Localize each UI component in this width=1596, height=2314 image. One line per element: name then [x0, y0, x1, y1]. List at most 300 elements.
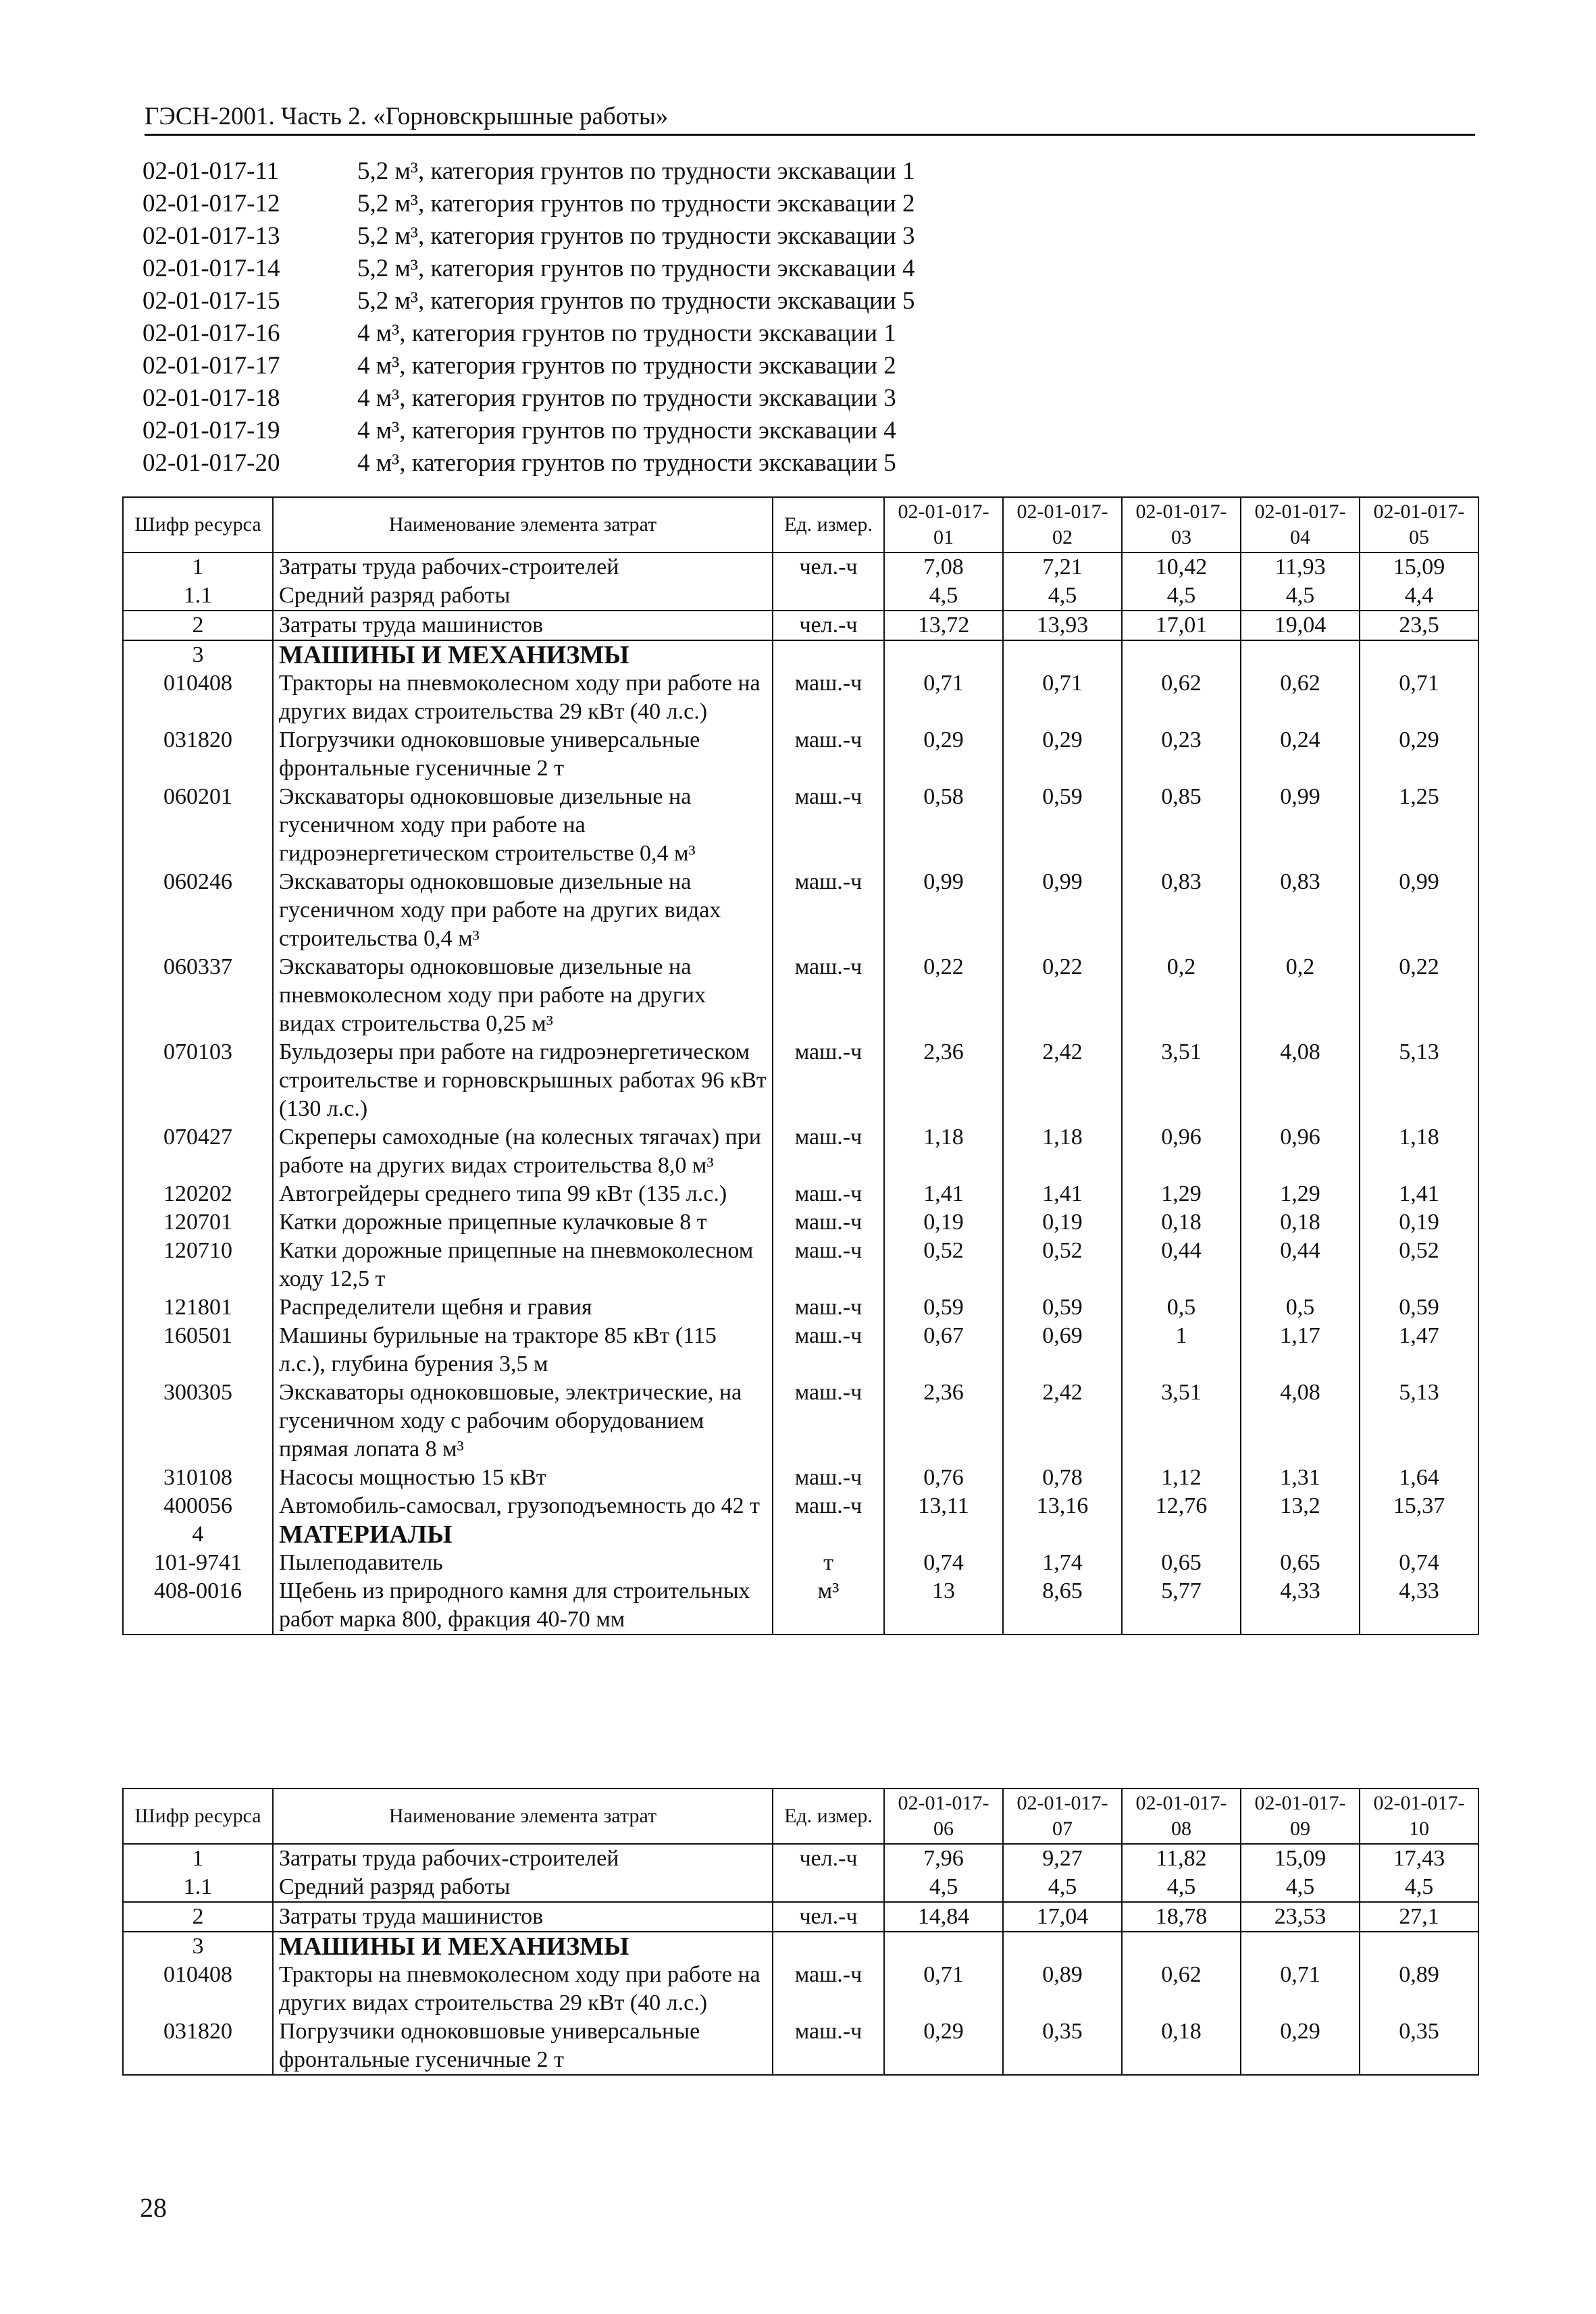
table-row: [123, 1549, 1478, 1577]
norm-value-cell: [1003, 640, 1122, 669]
page-header: [145, 100, 1475, 136]
norm-value-cell: 12,76: [1122, 1492, 1241, 1520]
unit-cell: чел.-ч: [773, 611, 884, 640]
norm-value-cell: 0,52: [884, 1237, 1003, 1293]
unit-cell: маш.-ч: [773, 1464, 884, 1492]
unit-cell: чел.-ч: [773, 1844, 884, 1873]
resource-code-cell: 1.1: [123, 582, 273, 611]
resource-code-cell: 1: [123, 1844, 273, 1873]
norm-value-cell: 0,96: [1122, 1123, 1241, 1180]
table-row: [123, 1873, 1478, 1902]
cost-element-cell: Экскаваторы одноковшовые дизельные на гусеничном ходу при работе на гидроэнергетическом строительстве 0,4 м³: [273, 783, 773, 868]
header-norm-column: 02-01-017-04: [1241, 497, 1360, 552]
norm-value-cell: [1122, 640, 1241, 669]
norm-value-cell: 3,51: [1122, 1379, 1241, 1464]
resource-code-cell: 400056: [123, 1492, 273, 1520]
cost-element-cell: Бульдозеры при работе на гидроэнергетическом строительстве и горновскрышных работах 96 кВт (130 л.с.): [273, 1038, 773, 1123]
table-row: [123, 669, 1478, 726]
resource-code-cell: 120202: [123, 1180, 273, 1208]
norm-code-description: 4 м³, категория грунтов по трудности экскавации 1: [357, 319, 896, 347]
table-row: [123, 1464, 1478, 1492]
norm-value-cell: 4,5: [884, 1873, 1003, 1902]
resource-code-cell: 1.1: [123, 1873, 273, 1902]
table-row: [123, 1208, 1478, 1237]
cost-element-cell: Средний разряд работы: [273, 582, 773, 611]
table-row: [123, 783, 1478, 868]
header-norm-column: 02-01-017-08: [1122, 1789, 1241, 1844]
norm-value-cell: [884, 640, 1003, 669]
norm-value-cell: [884, 1520, 1003, 1549]
norm-value-cell: 0,29: [1360, 726, 1478, 783]
norm-value-cell: 13,72: [884, 611, 1003, 640]
norm-value-cell: 23,5: [1360, 611, 1478, 640]
unit-cell: маш.-ч: [773, 1123, 884, 1180]
norm-value-cell: 1,41: [884, 1180, 1003, 1208]
header-norm-column: 02-01-017-10: [1360, 1789, 1478, 1844]
norm-value-cell: 5,77: [1122, 1577, 1241, 1635]
norm-value-cell: 4,5: [1003, 582, 1122, 611]
resource-table-1: [122, 496, 1479, 1635]
resource-code-cell: 3: [123, 1932, 273, 1961]
norm-value-cell: 0,71: [884, 1961, 1003, 2017]
norm-value-cell: 11,82: [1122, 1844, 1241, 1873]
norm-value-cell: 0,85: [1122, 783, 1241, 868]
norm-value-cell: 0,99: [884, 868, 1003, 953]
norm-value-cell: 4,5: [1003, 1873, 1122, 1902]
norm-value-cell: 0,29: [884, 2017, 1003, 2075]
header-norm-column: 02-01-017-03: [1122, 497, 1241, 552]
norm-value-cell: 0,99: [1241, 783, 1360, 868]
norm-value-cell: 1,25: [1360, 783, 1478, 868]
resource-code-cell: 010408: [123, 669, 273, 726]
table-row: [123, 726, 1478, 783]
norm-value-cell: 0,89: [1360, 1961, 1478, 2017]
norm-value-cell: 1,18: [1360, 1123, 1478, 1180]
norm-value-cell: 0,71: [884, 669, 1003, 726]
resource-code-cell: 310108: [123, 1464, 273, 1492]
cost-element-cell: Погрузчики одноковшовые универсальные фронтальные гусеничные 2 т: [273, 2017, 773, 2075]
norm-value-cell: 2,36: [884, 1038, 1003, 1123]
table-row: [123, 640, 1478, 669]
norm-value-cell: 4,33: [1241, 1577, 1360, 1635]
norm-value-cell: 1,47: [1360, 1322, 1478, 1379]
norm-value-cell: 2,42: [1003, 1038, 1122, 1123]
norm-value-cell: 4,08: [1241, 1379, 1360, 1464]
cost-element-cell: Экскаваторы одноковшовые дизельные на гусеничном ходу при работе на других видах строительства 0,4 м³: [273, 868, 773, 953]
header-unit: Ед. измер.: [773, 1789, 884, 1844]
norm-code-item: [143, 285, 1466, 317]
norm-value-cell: 0,22: [1360, 953, 1478, 1038]
cost-element-cell: Затраты труда рабочих-строителей: [273, 552, 773, 582]
norm-value-cell: 0,22: [1003, 953, 1122, 1038]
norm-value-cell: 0,35: [1003, 2017, 1122, 2075]
cost-element-cell: Затраты труда машинистов: [273, 1902, 773, 1932]
norm-value-cell: 4,08: [1241, 1038, 1360, 1123]
cost-element-cell: Погрузчики одноковшовые универсальные фронтальные гусеничные 2 т: [273, 726, 773, 783]
unit-cell: маш.-ч: [773, 1322, 884, 1379]
norm-value-cell: 4,5: [884, 582, 1003, 611]
header-norm-column: 02-01-017-07: [1003, 1789, 1122, 1844]
norm-value-cell: 15,09: [1360, 552, 1478, 582]
cost-element-cell: Автомобиль-самосвал, грузоподъемность до 42 т: [273, 1492, 773, 1520]
header-norm-column: 02-01-017-05: [1360, 497, 1478, 552]
cost-element-cell: Затраты труда машинистов: [273, 611, 773, 640]
header-norm-column: 02-01-017-01: [884, 497, 1003, 552]
page-title: ГЭСН-2001. Часть 2. «Горновскрышные работы»: [145, 103, 669, 130]
cost-element-cell: МАТЕРИАЛЫ: [273, 1520, 773, 1549]
norm-value-cell: 5,13: [1360, 1379, 1478, 1464]
norm-codes-list: [143, 155, 1466, 480]
norm-value-cell: 1,17: [1241, 1322, 1360, 1379]
resource-code-cell: 120701: [123, 1208, 273, 1237]
unit-cell: маш.-ч: [773, 726, 884, 783]
norm-code-item: [143, 253, 1466, 285]
norm-value-cell: [1241, 1520, 1360, 1549]
norm-value-cell: 0,65: [1241, 1549, 1360, 1577]
norm-code-item: [143, 382, 1466, 415]
norm-value-cell: 1,18: [1003, 1123, 1122, 1180]
unit-cell: маш.-ч: [773, 783, 884, 868]
norm-value-cell: 0,69: [1003, 1322, 1122, 1379]
norm-value-cell: 15,37: [1360, 1492, 1478, 1520]
norm-value-cell: 0,74: [884, 1549, 1003, 1577]
cost-element-cell: Экскаваторы одноковшовые, электрические, на гусеничном ходу с рабочим оборудованием прямая лопата 8 м³: [273, 1379, 773, 1464]
norm-value-cell: 0,18: [1241, 1208, 1360, 1237]
norm-value-cell: [1360, 640, 1478, 669]
norm-value-cell: 17,01: [1122, 611, 1241, 640]
norm-value-cell: 0,52: [1003, 1237, 1122, 1293]
cost-element-cell: Тракторы на пневмоколесном ходу при работе на других видах строительства 29 кВт (40 л.с.): [273, 669, 773, 726]
norm-value-cell: 23,53: [1241, 1902, 1360, 1932]
norm-value-cell: 7,21: [1003, 552, 1122, 582]
norm-value-cell: 19,04: [1241, 611, 1360, 640]
norm-value-cell: 4,4: [1360, 582, 1478, 611]
table-row: [123, 1322, 1478, 1379]
header-norm-column: 02-01-017-06: [884, 1789, 1003, 1844]
norm-code: 02-01-017-14: [143, 255, 280, 282]
unit-cell: маш.-ч: [773, 1961, 884, 2017]
cost-element-cell: Затраты труда рабочих-строителей: [273, 1844, 773, 1873]
unit-cell: маш.-ч: [773, 1180, 884, 1208]
resource-code-cell: 010408: [123, 1961, 273, 2017]
norm-value-cell: 4,5: [1241, 1873, 1360, 1902]
norm-value-cell: 0,23: [1122, 726, 1241, 783]
norm-code-description: 5,2 м³, категория грунтов по трудности экскавации 1: [357, 157, 915, 185]
cost-element-cell: Скреперы самоходные (на колесных тягачах) при работе на других видах строительства 8,0 м³: [273, 1123, 773, 1180]
unit-cell: [773, 582, 884, 611]
cost-element-cell: Насосы мощностью 15 кВт: [273, 1464, 773, 1492]
unit-cell: [773, 1932, 884, 1961]
norm-value-cell: [884, 1932, 1003, 1961]
norm-value-cell: 0,99: [1360, 868, 1478, 953]
header-resource-code: Шифр ресурса: [123, 497, 273, 552]
norm-value-cell: [1003, 1520, 1122, 1549]
norm-value-cell: 0,71: [1003, 669, 1122, 726]
norm-value-cell: [1122, 1520, 1241, 1549]
norm-value-cell: 17,43: [1360, 1844, 1478, 1873]
norm-value-cell: 0,18: [1122, 2017, 1241, 2075]
norm-code: 02-01-017-15: [143, 287, 280, 315]
norm-code-description: 4 м³, категория грунтов по трудности экскавации 5: [357, 449, 896, 477]
norm-value-cell: [1360, 1932, 1478, 1961]
norm-code: 02-01-017-12: [143, 190, 280, 217]
norm-code-item: [143, 155, 1466, 188]
norm-value-cell: 0,78: [1003, 1464, 1122, 1492]
resource-code-cell: 4: [123, 1520, 273, 1549]
resource-code-cell: 060201: [123, 783, 273, 868]
norm-value-cell: 4,5: [1241, 582, 1360, 611]
header-norm-column: 02-01-017-02: [1003, 497, 1122, 552]
unit-cell: маш.-ч: [773, 1293, 884, 1322]
unit-cell: [773, 1873, 884, 1902]
resource-code-cell: 121801: [123, 1293, 273, 1322]
norm-code-item: [143, 447, 1466, 480]
table-row: [123, 1237, 1478, 1293]
norm-code: 02-01-017-11: [143, 157, 280, 185]
norm-code-item: [143, 415, 1466, 447]
norm-value-cell: 7,96: [884, 1844, 1003, 1873]
table-header-row: [123, 497, 1478, 552]
norm-value-cell: 4,33: [1360, 1577, 1478, 1635]
norm-value-cell: 4,5: [1360, 1873, 1478, 1902]
unit-cell: маш.-ч: [773, 2017, 884, 2075]
table-row: [123, 953, 1478, 1038]
resource-code-cell: 300305: [123, 1379, 273, 1464]
norm-value-cell: 0,59: [1003, 1293, 1122, 1322]
norm-value-cell: 5,13: [1360, 1038, 1478, 1123]
norm-value-cell: 0,99: [1003, 868, 1122, 953]
cost-element-cell: Автогрейдеры среднего типа 99 кВт (135 л.с.): [273, 1180, 773, 1208]
norm-value-cell: 0,18: [1122, 1208, 1241, 1237]
norm-value-cell: 14,84: [884, 1902, 1003, 1932]
norm-value-cell: 0,58: [884, 783, 1003, 868]
resource-code-cell: 120710: [123, 1237, 273, 1293]
norm-code-description: 4 м³, категория грунтов по трудности экскавации 4: [357, 417, 896, 444]
norm-code: 02-01-017-18: [143, 384, 280, 412]
norm-value-cell: 13,11: [884, 1492, 1003, 1520]
norm-value-cell: 0,96: [1241, 1123, 1360, 1180]
norm-code-item: [143, 350, 1466, 382]
cost-element-cell: Пылеподавитель: [273, 1549, 773, 1577]
norm-value-cell: 1,29: [1241, 1180, 1360, 1208]
norm-value-cell: 1: [1122, 1322, 1241, 1379]
table-row: [123, 1180, 1478, 1208]
norm-code-item: [143, 188, 1466, 220]
norm-value-cell: [1360, 1520, 1478, 1549]
norm-value-cell: 0,29: [1241, 2017, 1360, 2075]
norm-value-cell: 1,18: [884, 1123, 1003, 1180]
norm-value-cell: 0,2: [1122, 953, 1241, 1038]
table-row: [123, 1379, 1478, 1464]
norm-value-cell: 15,09: [1241, 1844, 1360, 1873]
norm-value-cell: 1,64: [1360, 1464, 1478, 1492]
cost-element-cell: Катки дорожные прицепные на пневмоколесном ходу 12,5 т: [273, 1237, 773, 1293]
norm-code: 02-01-017-19: [143, 417, 280, 444]
norm-value-cell: 0,19: [1003, 1208, 1122, 1237]
norm-value-cell: 0,62: [1241, 669, 1360, 726]
unit-cell: маш.-ч: [773, 1492, 884, 1520]
resource-code-cell: 101-9741: [123, 1549, 273, 1577]
norm-value-cell: 4,5: [1122, 1873, 1241, 1902]
unit-cell: [773, 640, 884, 669]
resource-code-cell: 070103: [123, 1038, 273, 1123]
norm-value-cell: 0,76: [884, 1464, 1003, 1492]
norm-value-cell: 0,67: [884, 1322, 1003, 1379]
table-row: [123, 611, 1478, 640]
norm-value-cell: 0,62: [1122, 669, 1241, 726]
header-cost-element: Наименование элемента затрат: [273, 497, 773, 552]
cost-element-cell: Катки дорожные прицепные кулачковые 8 т: [273, 1208, 773, 1237]
norm-value-cell: 9,27: [1003, 1844, 1122, 1873]
norm-value-cell: 10,42: [1122, 552, 1241, 582]
norm-value-cell: [1003, 1932, 1122, 1961]
table-row: [123, 1932, 1478, 1961]
norm-code: 02-01-017-16: [143, 319, 280, 347]
norm-value-cell: 0,24: [1241, 726, 1360, 783]
norm-value-cell: 7,08: [884, 552, 1003, 582]
resource-code-cell: 060337: [123, 953, 273, 1038]
norm-value-cell: 0,59: [1003, 783, 1122, 868]
norm-value-cell: 0,62: [1122, 1961, 1241, 2017]
header-resource-code: Шифр ресурса: [123, 1789, 273, 1844]
unit-cell: чел.-ч: [773, 1902, 884, 1932]
header-cost-element: Наименование элемента затрат: [273, 1789, 773, 1844]
unit-cell: маш.-ч: [773, 1237, 884, 1293]
norm-value-cell: 0,2: [1241, 953, 1360, 1038]
norm-value-cell: 0,44: [1241, 1237, 1360, 1293]
norm-code-description: 5,2 м³, категория грунтов по трудности экскавации 3: [357, 222, 915, 250]
page-number: 28: [140, 2192, 167, 2223]
table-row: [123, 552, 1478, 582]
norm-code-item: [143, 317, 1466, 350]
unit-cell: маш.-ч: [773, 953, 884, 1038]
norm-value-cell: 0,83: [1241, 868, 1360, 953]
norm-value-cell: 0,89: [1003, 1961, 1122, 2017]
table-row: [123, 2017, 1478, 2075]
norm-value-cell: 0,59: [1360, 1293, 1478, 1322]
norm-code-item: [143, 220, 1466, 253]
table-header-row: [123, 1789, 1478, 1844]
table-row: [123, 1123, 1478, 1180]
norm-value-cell: 0,65: [1122, 1549, 1241, 1577]
norm-value-cell: 13,16: [1003, 1492, 1122, 1520]
table-row: [123, 1844, 1478, 1873]
header-unit: Ед. измер.: [773, 497, 884, 552]
norm-value-cell: 2,36: [884, 1379, 1003, 1464]
norm-code-description: 4 м³, категория грунтов по трудности экскавации 3: [357, 384, 896, 412]
norm-code: 02-01-017-17: [143, 352, 280, 380]
norm-value-cell: 0,5: [1241, 1293, 1360, 1322]
norm-code-description: 5,2 м³, категория грунтов по трудности экскавации 2: [357, 190, 915, 217]
table-row: [123, 1492, 1478, 1520]
norm-value-cell: 4,5: [1122, 582, 1241, 611]
norm-code-description: 4 м³, категория грунтов по трудности экскавации 2: [357, 352, 896, 380]
norm-value-cell: 0,35: [1360, 2017, 1478, 2075]
table-row: [123, 1961, 1478, 2017]
norm-value-cell: 1,12: [1122, 1464, 1241, 1492]
resource-code-cell: 160501: [123, 1322, 273, 1379]
norm-value-cell: 0,22: [884, 953, 1003, 1038]
norm-value-cell: [1241, 640, 1360, 669]
norm-value-cell: 1,74: [1003, 1549, 1122, 1577]
norm-value-cell: 0,52: [1360, 1237, 1478, 1293]
norm-value-cell: 8,65: [1003, 1577, 1122, 1635]
unit-cell: маш.-ч: [773, 1038, 884, 1123]
unit-cell: [773, 1520, 884, 1549]
cost-element-cell: МАШИНЫ И МЕХАНИЗМЫ: [273, 1932, 773, 1961]
cost-element-cell: Экскаваторы одноковшовые дизельные на пневмоколесном ходу при работе на других видах строительства 0,25 м³: [273, 953, 773, 1038]
norm-value-cell: 27,1: [1360, 1902, 1478, 1932]
norm-value-cell: 1,41: [1003, 1180, 1122, 1208]
norm-value-cell: 11,93: [1241, 552, 1360, 582]
table-row: [123, 1520, 1478, 1549]
norm-value-cell: 13,93: [1003, 611, 1122, 640]
resource-code-cell: 031820: [123, 2017, 273, 2075]
unit-cell: м³: [773, 1577, 884, 1635]
norm-value-cell: [1122, 1932, 1241, 1961]
table-row: [123, 1293, 1478, 1322]
unit-cell: т: [773, 1549, 884, 1577]
norm-value-cell: 0,71: [1360, 669, 1478, 726]
resource-code-cell: 2: [123, 1902, 273, 1932]
norm-value-cell: 17,04: [1003, 1902, 1122, 1932]
resource-code-cell: 031820: [123, 726, 273, 783]
resource-code-cell: 3: [123, 640, 273, 669]
cost-element-cell: Тракторы на пневмоколесном ходу при работе на других видах строительства 29 кВт (40 л.с.): [273, 1961, 773, 2017]
norm-value-cell: 3,51: [1122, 1038, 1241, 1123]
table-row: [123, 582, 1478, 611]
norm-value-cell: 0,19: [1360, 1208, 1478, 1237]
norm-value-cell: 18,78: [1122, 1902, 1241, 1932]
resource-code-cell: 070427: [123, 1123, 273, 1180]
norm-value-cell: 0,71: [1241, 1961, 1360, 2017]
unit-cell: маш.-ч: [773, 868, 884, 953]
norm-value-cell: 13,2: [1241, 1492, 1360, 1520]
norm-code-description: 5,2 м³, категория грунтов по трудности экскавации 5: [357, 287, 915, 315]
norm-value-cell: 0,74: [1360, 1549, 1478, 1577]
norm-value-cell: 0,5: [1122, 1293, 1241, 1322]
norm-value-cell: [1241, 1932, 1360, 1961]
norm-value-cell: 13: [884, 1577, 1003, 1635]
norm-code-description: 5,2 м³, категория грунтов по трудности экскавации 4: [357, 255, 915, 282]
cost-element-cell: Средний разряд работы: [273, 1873, 773, 1902]
norm-value-cell: 0,44: [1122, 1237, 1241, 1293]
table-row: [123, 1038, 1478, 1123]
norm-value-cell: 1,41: [1360, 1180, 1478, 1208]
unit-cell: маш.-ч: [773, 669, 884, 726]
norm-value-cell: 2,42: [1003, 1379, 1122, 1464]
unit-cell: маш.-ч: [773, 1208, 884, 1237]
norm-value-cell: 0,29: [884, 726, 1003, 783]
header-norm-column: 02-01-017-09: [1241, 1789, 1360, 1844]
norm-value-cell: 0,19: [884, 1208, 1003, 1237]
norm-value-cell: 0,29: [1003, 726, 1122, 783]
resource-table-2: [122, 1788, 1479, 2076]
resource-code-cell: 408-0016: [123, 1577, 273, 1635]
resource-code-cell: 060246: [123, 868, 273, 953]
norm-code: 02-01-017-20: [143, 449, 280, 477]
table-row: [123, 1577, 1478, 1635]
cost-element-cell: Щебень из природного камня для строительных работ марка 800, фракция 40-70 мм: [273, 1577, 773, 1635]
norm-value-cell: 0,59: [884, 1293, 1003, 1322]
cost-element-cell: Машины бурильные на тракторе 85 кВт (115 л.с.), глубина бурения 3,5 м: [273, 1322, 773, 1379]
table-row: [123, 868, 1478, 953]
table-row: [123, 1902, 1478, 1932]
norm-value-cell: 1,31: [1241, 1464, 1360, 1492]
unit-cell: маш.-ч: [773, 1379, 884, 1464]
norm-value-cell: 1,29: [1122, 1180, 1241, 1208]
norm-code: 02-01-017-13: [143, 222, 280, 250]
